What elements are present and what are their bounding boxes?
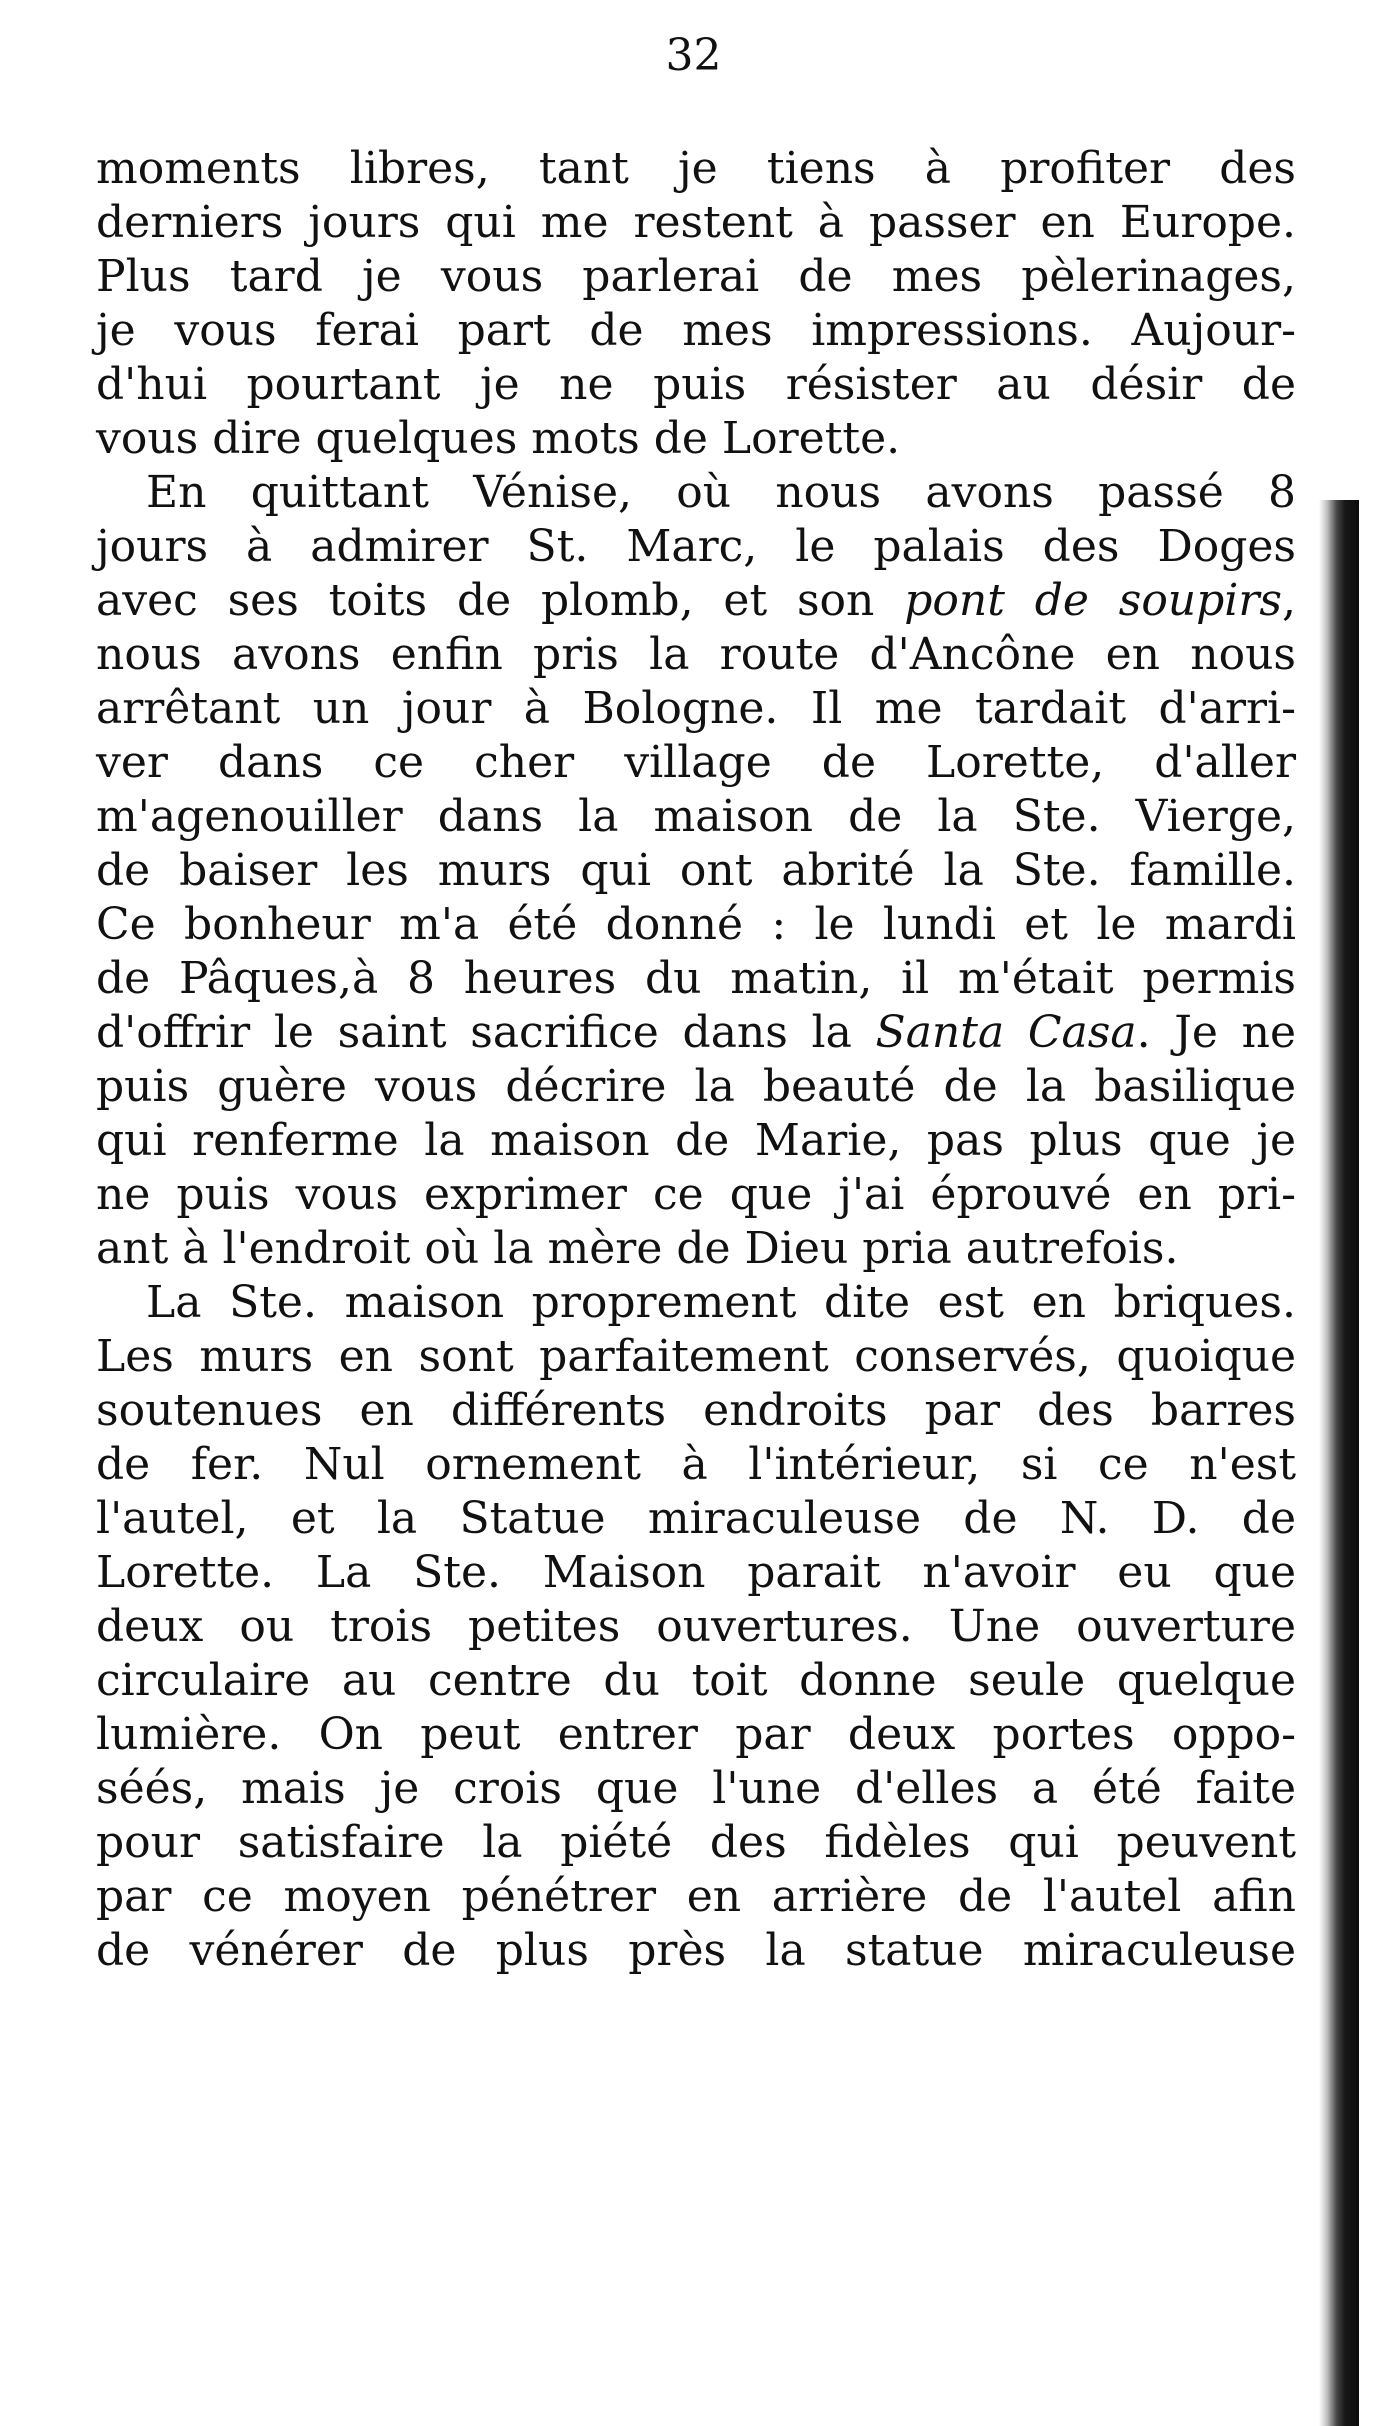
text-line: vous dire quelques mots de Lorette. [96,413,901,464]
text-line: jours à admirer St. Marc, le palais des Doges [96,521,1296,572]
text-line: qui renferme la maison de Marie, pas plus que je [96,1115,1296,1166]
body-text [96,142,1296,1978]
italic-phrase: Santa Casa [875,1007,1137,1058]
text-line: moments libres, tant je tiens à profiter des [96,143,1296,194]
text-line: de baiser les murs qui ont abrité la Ste. famille. [96,845,1296,896]
text-line [96,574,1296,628]
text-line: derniers jours qui me restent à passer en Europe. [96,197,1296,248]
italic-phrase: pont de soupirs [904,575,1282,626]
text-line: La Ste. maison proprement dite est en briques. [146,1277,1296,1328]
text-run: , [1282,575,1296,626]
text-line: par ce moyen pénétrer en arrière de l'autel afin [96,1871,1296,1922]
text-line: soutenues en différents endroits par des barres [96,1385,1296,1436]
text-line: pour satisfaire la piété des fidèles qui peuvent [96,1817,1296,1868]
text-line: puis guère vous décrire la beauté de la basilique [96,1061,1296,1112]
text-line: séés, mais je crois que l'une d'elles a été faite [96,1763,1296,1814]
text-line: circulaire au centre du toit donne seule quelque [96,1655,1296,1706]
text-line: ver dans ce cher village de Lorette, d'aller [96,737,1296,788]
text-line [96,1006,1296,1060]
text-line: Plus tard je vous parlerai de mes pèlerinages, [96,251,1296,302]
text-line: arrêtant un jour à Bologne. Il me tardait d'arri- [96,683,1296,734]
text-line: m'agenouiller dans la maison de la Ste. Vierge, [96,791,1296,842]
text-line: deux ou trois petites ouvertures. Une ouverture [96,1601,1296,1652]
text-line: de Pâques,à 8 heures du matin, il m'était permis [96,953,1296,1004]
text-run: avec ses toits de plomb, et son [96,575,905,626]
text-line: Lorette. La Ste. Maison parait n'avoir eu que [96,1547,1296,1598]
text-run: d'offrir le saint sacrifice dans la [96,1007,876,1058]
text-line: nous avons enfin pris la route d'Ancône en nous [96,629,1296,680]
page-number: 32 [665,30,722,81]
text-line: d'hui pourtant je ne puis résister au désir de [96,359,1296,410]
text-line: ne puis vous exprimer ce que j'ai éprouvé en pri- [96,1169,1296,1220]
text-run: . Je ne [1136,1007,1297,1058]
text-line: Ce bonheur m'a été donné : le lundi et le mardi [96,899,1296,950]
text-line: lumière. On peut entrer par deux portes oppo- [96,1709,1296,1760]
text-line: Les murs en sont parfaitement conservés, quoique [96,1331,1296,1382]
text-line: ant à l'endroit où la mère de Dieu pria autrefois. [96,1223,1179,1274]
text-line: je vous ferai part de mes impressions. Aujour- [96,305,1296,356]
text-line: l'autel, et la Statue miraculeuse de N. D. de [96,1493,1296,1544]
text-line: de vénérer de plus près la statue miraculeuse [96,1925,1296,1976]
text-line: de fer. Nul ornement à l'intérieur, si ce n'est [96,1439,1296,1490]
page-binding-edge [1319,500,1359,2426]
text-line: En quittant Vénise, où nous avons passé 8 [146,467,1296,518]
